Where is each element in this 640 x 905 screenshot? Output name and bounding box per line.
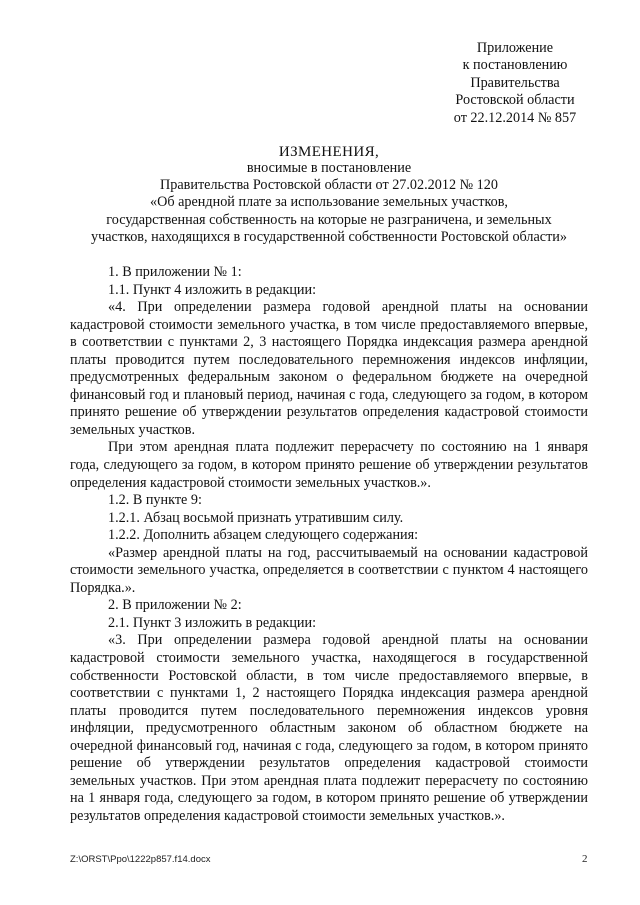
appendix-line: Приложение (476, 40, 554, 56)
appendix-line: Ростовской области (455, 92, 575, 109)
paragraph: 1.2.1. Абзац восьмой признать утратившим силу. (108, 509, 404, 526)
subtitle-line: государственная собственность на которые не разграничена, и земельных (106, 211, 552, 228)
appendix-block (415, 40, 615, 127)
paragraph: «3. При определении размера годовой арендной платы на основании кадастровой стоимости земельного участка, находящегося в государственной собственности Ростовской области, в том числе предоставляемого впервые, в соответствии с пунктами 1, 2 настоящего Порядка индексация размера арендной платы проводится путем последовательного перемножения индексов уровня инфляции, предусмотренного областным законом об областном бюджете на очередной финансовый год, начиная с года, следующего за годом, в котором принято решение об утверждении результатов определения кадастровой стоимости земельных участков. При этом арендная плата подлежит перерасчету по состоянию на 1 января года, следующего за годом, в котором принято решение об утверждении результатов определения кадастровой стоимости земельных участков.». (70, 632, 588, 824)
paragraph: «Размер арендной платы на год, рассчитываемый на основании кадастровой стоимости земельного участка, определяется в соответствии с пунктом 4 настоящего Порядка.». (70, 544, 588, 596)
paragraph: 2. В приложении № 2: (108, 597, 242, 614)
subtitle-line: Правительства Ростовской области от 27.02.2012 № 120 (160, 177, 498, 194)
paragraph: 1.1. Пункт 4 изложить в редакции: (108, 281, 317, 298)
footer-file-path: Z:\ORST\Ppo\1222p857.f14.docx (70, 854, 211, 865)
appendix-line: Правительства (470, 74, 560, 91)
document-title: ИЗМЕНЕНИЯ, (278, 144, 380, 160)
subtitle-line: «Об арендной плате за использование земельных участков, (150, 194, 508, 211)
document-body (70, 264, 588, 826)
appendix-line: от 22.12.2014 № 857 (453, 109, 577, 126)
paragraph: 2.1. Пункт 3 изложить в редакции: (108, 614, 317, 631)
paragraph: 1.2.2. Дополнить абзацем следующего содержания: (108, 527, 419, 544)
paragraph: При этом арендная плата подлежит перерасчету по состоянию на 1 января года, следующего за годом, в котором принято решение об утверждении результатов определения кадастровой стоимости земельных участков.». (70, 439, 588, 491)
subtitle-line: вносимые в постановление (246, 160, 412, 176)
paragraph: 1.2. В пункте 9: (108, 492, 202, 509)
paragraph: 1. В приложении № 1: (108, 264, 242, 280)
subtitle-line: участков, находящихся в государственной собственности Ростовской области» (91, 228, 567, 245)
appendix-line: к постановлению (462, 57, 568, 74)
document-subtitle (70, 160, 588, 246)
paragraph: «4. При определении размера годовой арендной платы на основании кадастровой стоимости земельного участка, в том числе предоставляемого впервые, в соответствии с пунктами 2, 3 настоящего Порядка индексация размера арендной платы проводится путем последовательного перемножения индексов инфляции, предусмотренных федеральным законом о федеральном бюджете на очередной финансовый год и плановый период, начиная с года, следующего за годом, в котором принято решение об утверждении результатов определения кадастровой стоимости земельных участков. (70, 299, 588, 438)
footer-page-number: 2 (582, 853, 588, 865)
